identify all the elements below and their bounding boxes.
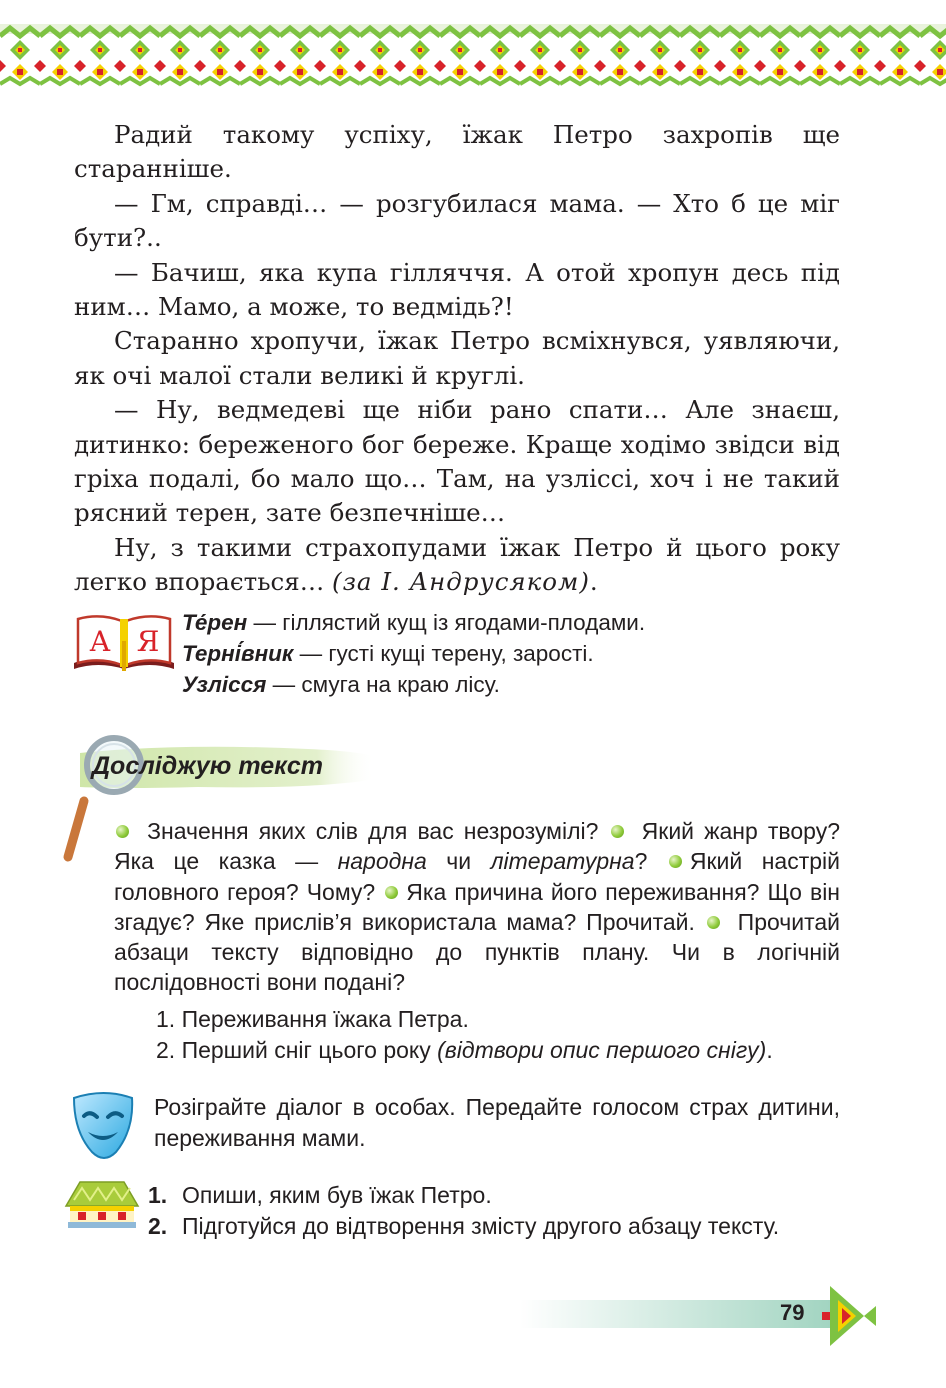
homework-list	[148, 1180, 840, 1242]
glossary-definition: — смуга на краю лісу.	[266, 672, 500, 697]
bullet-icon	[611, 825, 624, 838]
question-term: народна	[337, 848, 427, 875]
question: чи	[426, 848, 491, 875]
glossary-definition: — густі кущі терену, зарості.	[293, 641, 594, 666]
story-paragraph: — Бачиш, яка купа гілляччя. А отой хропун десь під ним… Мамо, а може, то ведмідь?!	[74, 257, 840, 322]
homework-text: Опиши, яким був їжак Петро.	[182, 1182, 492, 1208]
plan-item-end: .	[766, 1037, 773, 1063]
theatre-mask-icon	[70, 1090, 136, 1162]
question: Прочитай абзаци тексту відповідно до пунктів плану. Чи в логічній послідовності вони подані?	[114, 908, 841, 996]
story-paragraph: — Ну, ведмедеві ще ніби рано спати… Але знаєш, дитинко: береженого бог береже. Краще ходімо звідси від гріха подалі, бо мало що… Там, на узліссі, хоч і не такий рясний терен, зате безпечніше…	[74, 395, 840, 528]
bullet-icon	[669, 855, 682, 868]
bullet-icon	[116, 825, 129, 838]
homework-number: 2.	[148, 1213, 168, 1239]
homework-item	[148, 1211, 840, 1242]
bullet-icon	[385, 886, 398, 899]
question: Значення яких слів для вас незрозумілі?	[147, 818, 599, 844]
corner-ornament	[818, 1280, 882, 1352]
bullet-icon	[707, 916, 720, 929]
plan-item-text: 2. Перший сніг цього року	[156, 1037, 431, 1063]
question: Яка причина його переживання? Що він згадує? Яке прислів’я використала мама? Прочитай.	[114, 878, 840, 935]
homework-item	[148, 1180, 840, 1211]
glossary-entry	[182, 669, 645, 700]
story-paragraph: Ну, з такими страхопудами їжак Петро й цього року легко впорається… (за І. Андрусяком).	[74, 532, 840, 597]
section-title: Досліджую текст	[92, 752, 323, 780]
plan-item	[156, 1004, 773, 1035]
question: Який настрій головного героя? Чому?	[114, 848, 840, 905]
homework-text: Підготуйся до відтворення змісту другого абзацу тексту.	[182, 1213, 780, 1239]
homework-number: 1.	[148, 1182, 168, 1208]
plan-list	[156, 1004, 773, 1066]
story-paragraph: Старанно хропучи, їжак Петро всміхнувся, уявляючи, як очі малої стали великі й круглі.	[74, 326, 840, 390]
story-source: (за І. Андрусяком)	[332, 567, 590, 597]
story-last-line: Ну, з такими страхопудами їжак Петро й цього року легко впорається…	[74, 532, 840, 597]
glossary-term: Узлісся	[182, 672, 267, 697]
house-icon	[64, 1180, 140, 1230]
questions-block	[114, 816, 840, 998]
glossary-term: Терні́вник	[182, 641, 294, 666]
dict-letter-ya: Я	[136, 625, 160, 658]
story-paragraph: — Гм, справді… — розгубилася мама. — Хто б це міг бути?..	[74, 188, 840, 253]
glossary-entry	[182, 607, 645, 638]
glossary-term: Те́рен	[182, 610, 248, 635]
question: ?	[634, 848, 648, 875]
question: Який жанр твору? Яка це казка —	[114, 818, 841, 875]
plan-item	[156, 1035, 773, 1066]
dictionary-book-icon	[72, 613, 176, 671]
dict-letter-a: А	[89, 625, 111, 658]
page-number: 79	[780, 1300, 805, 1325]
glossary-definition: — гіллястий кущ із ягодами-плодами.	[247, 610, 646, 635]
story-paragraph: Радий такому успіху, їжак Петро захропів ще старанніше.	[74, 120, 840, 184]
plan-item-note: (відтвори опис першого снігу)	[437, 1037, 767, 1063]
glossary-entry	[182, 638, 645, 669]
glossary	[182, 607, 645, 700]
plan-item-text: 1. Переживання їжака Петра.	[156, 1006, 469, 1032]
embroidery-border	[0, 24, 946, 94]
question-term: літературна	[490, 848, 635, 875]
dialog-task: Розіграйте діалог в особах. Передайте голосом страх дитини, переживання мами.	[154, 1094, 840, 1151]
story-text	[74, 118, 840, 600]
